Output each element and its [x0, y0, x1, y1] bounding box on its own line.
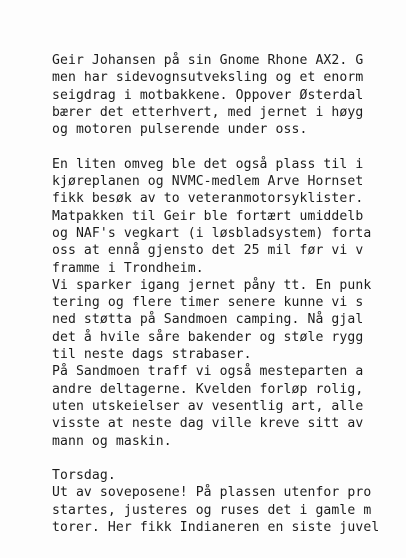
text-line: uten utskeielser av vesentlig art, alle — [52, 398, 364, 414]
text-line: kjøreplanen og NVMC-medlem Arve Hornset — [52, 174, 364, 190]
section-heading: Torsdag. — [52, 468, 116, 484]
text-line: ned støtta på Sandmoen camping. Nå gjal — [52, 312, 364, 328]
text-line: Matpakken til Geir ble fortært umiddelb — [52, 208, 364, 224]
paragraph-gap — [52, 138, 406, 155]
text-line: oss at ennå gjensto det 25 mil før vi v — [52, 243, 364, 259]
text-line: framme i Trondheim. — [52, 260, 204, 276]
text-line: fikk besøk av to veteranmotorsyklister. — [52, 191, 364, 207]
body-text — [52, 52, 406, 536]
text-line: Ut av soveposene! På plassen utenfor pro — [52, 485, 372, 501]
text-line: mann og maskin. — [52, 433, 172, 449]
text-line: visste at neste dag ville kreve sitt av — [52, 416, 364, 432]
text-line: men har sidevognsutveksling og et enorm — [52, 70, 364, 86]
text-line: torer. Her fikk Indianeren en siste juvel — [52, 520, 380, 536]
text-line: Geir Johansen på sin Gnome Rhone AX2. G — [52, 53, 364, 68]
text-line: En liten omveg ble det også plass til i — [52, 156, 364, 172]
text-line: til neste dags strabaser. — [52, 347, 252, 363]
text-line: tering og flere timer senere kunne vi s — [52, 295, 364, 311]
text-line: og motoren pulserende under oss. — [52, 122, 308, 138]
text-line: seigdrag i motbakkene. Oppover Østerdal — [52, 87, 364, 103]
text-line: det å hvile såre bakender og støle rygg — [52, 329, 364, 345]
text-line: og NAF's vegkart (i løsbladsystem) forta — [52, 225, 372, 241]
text-line: andre deltagerne. Kvelden forløp rolig, — [52, 381, 364, 397]
text-line: startes, justeres og ruses det i gamle m — [52, 502, 372, 518]
text-line: Vi sparker igang jernet påny tt. En punk — [52, 277, 372, 293]
text-line: bærer det etterhvert, med jernet i høyg — [52, 104, 364, 120]
text-line: På Sandmoen traff vi også mesteparten a — [52, 364, 364, 380]
paragraph-gap — [52, 450, 406, 467]
